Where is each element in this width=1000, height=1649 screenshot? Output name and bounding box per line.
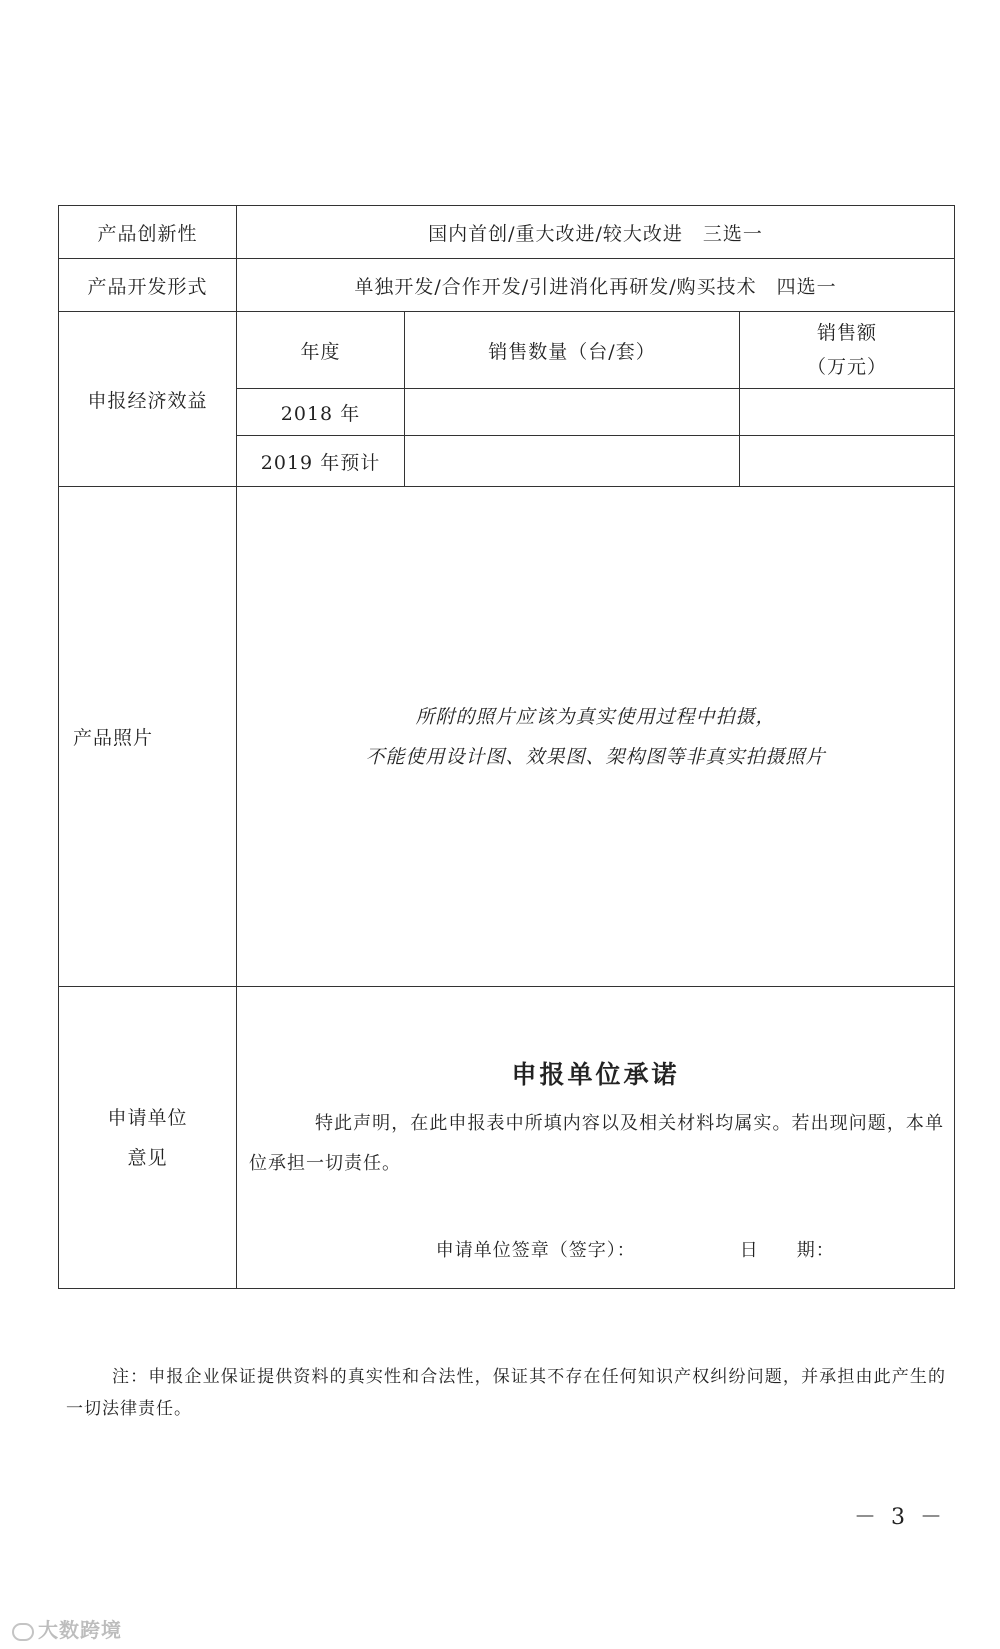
amount-header-line2: （万元） xyxy=(806,356,887,378)
amount-input[interactable] xyxy=(740,389,955,436)
promise-title: 申报单位承诺 xyxy=(511,1060,680,1089)
page-number: － 3 － xyxy=(854,1505,946,1530)
development-value[interactable]: 单独开发/合作开发/引进消化再研发/购买技术 四选一 xyxy=(237,259,955,312)
opinion-label-line2: 意见 xyxy=(127,1146,168,1169)
application-form-table xyxy=(58,205,955,1289)
date-label: 日 期： xyxy=(739,1240,835,1261)
photo-hint-line2: 不能使用设计图、效果图、架构图等非真实拍摄照片 xyxy=(365,745,826,768)
year-cell: 2018 年 xyxy=(237,389,405,436)
photo-hint-line1: 所附的照片应该为真实使用过程中拍摄， xyxy=(415,705,776,728)
opinion-label xyxy=(59,987,237,1289)
innovation-value[interactable]: 国内首创/重大改进/较大改进 三选一 xyxy=(237,206,955,259)
photos-row xyxy=(59,487,955,987)
footnote: 注：申报企业保证提供资料的真实性和合法性，保证其不存在任何知识产权纠纷问题，并承担由此产生的一切法律责任。 xyxy=(66,1367,946,1419)
development-row xyxy=(59,259,955,312)
amount-header-line1: 销售额 xyxy=(816,322,877,344)
promise-text: 特此声明，在此申报表中所填内容以及相关材料均属实。若出现问题，本单位承担一切责任。 xyxy=(249,1113,944,1174)
quantity-input[interactable] xyxy=(405,436,740,487)
benefits-header-row xyxy=(59,312,955,389)
promise-cell xyxy=(237,987,955,1289)
signature-line[interactable] xyxy=(382,1215,835,1283)
quantity-input[interactable] xyxy=(405,389,740,436)
amount-header xyxy=(740,312,955,389)
amount-input[interactable] xyxy=(740,436,955,487)
development-label: 产品开发形式 xyxy=(59,259,237,312)
year-cell: 2019 年预计 xyxy=(237,436,405,487)
year-header: 年度 xyxy=(237,312,405,389)
quantity-header: 销售数量（台/套） xyxy=(405,312,740,389)
opinion-row xyxy=(59,987,955,1289)
watermark-text: 大数跨境 xyxy=(38,1618,122,1642)
watermark xyxy=(12,1614,122,1643)
photos-label: 产品照片 xyxy=(59,487,237,987)
photo-upload-area[interactable] xyxy=(237,487,955,987)
innovation-row xyxy=(59,206,955,259)
signature-label: 申请单位签章（签字）： xyxy=(435,1240,636,1261)
watermark-logo-icon xyxy=(12,1623,34,1641)
benefits-label: 申报经济效益 xyxy=(59,312,237,487)
innovation-label: 产品创新性 xyxy=(59,206,237,259)
opinion-label-line1: 申请单位 xyxy=(107,1106,188,1129)
